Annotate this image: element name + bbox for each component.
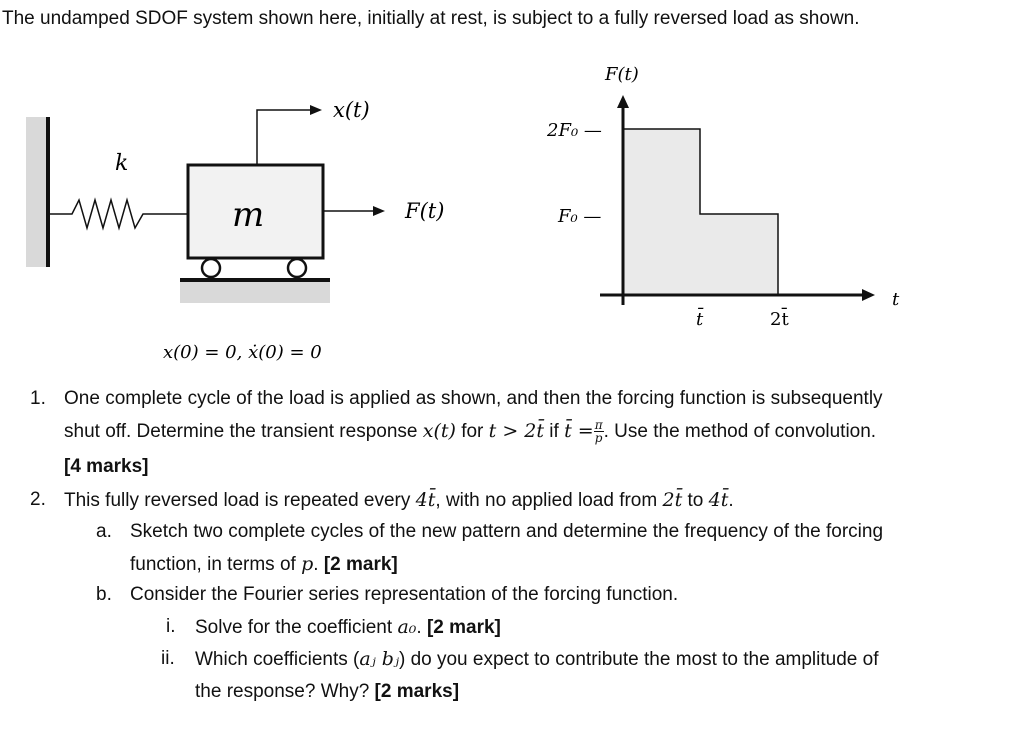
y-tick-2F0: 2F₀ — (547, 120, 602, 141)
x-tick-t: t̄ (696, 309, 704, 330)
x-arrow (862, 289, 875, 301)
q2-number: 2. (30, 489, 46, 510)
fraction-pi-over-p: $\frac{\pi}{p}$ (594, 418, 603, 446)
q1-line-b: shut off. Determine the transient response x(t) for t > 2t̄ if t̄ = $\frac{\pi}{p}$ . Use the method of convolution. (64, 418, 877, 446)
force-label: F(t) (405, 199, 445, 223)
mass-label: m (232, 195, 265, 235)
question-2b: Consider the Fourier series representation of the forcing function. (130, 584, 679, 605)
wheel-left (202, 259, 220, 277)
initial-conditions: x(0) = 0, ẋ(0) = 0 (163, 342, 322, 363)
q2b-letter: b. (96, 584, 112, 605)
q2a-letter: a. (96, 521, 112, 542)
arrow-x (310, 105, 322, 115)
force-area (623, 129, 778, 295)
y-axis-label: F(t) (605, 64, 639, 85)
q2bii-roman: ii. (161, 648, 175, 669)
x-label: x(t) (333, 98, 370, 122)
force-chart (520, 55, 920, 335)
spring-mass-figure (0, 0, 520, 380)
ground (180, 282, 330, 303)
question-1 (64, 383, 1014, 483)
question-2b-ii: Which coefficients (aⱼ bⱼ) do you expect to contribute the most to the amplitude of the response? Why? [2 marks] (195, 648, 879, 702)
question-2b-i: Solve for the coefficient a₀. [2 mark] (195, 616, 501, 638)
x-tick-2t: 2t̄ (770, 309, 789, 330)
x-axis-label: t (892, 289, 900, 310)
arrow-f (373, 206, 385, 216)
question-2: This fully reversed load is repeated every 4t̄, with no applied load from 2t̄ to 4t̄. (64, 489, 734, 511)
q1-line-a: One complete cycle of the load is applied as shown, and then the forcing function is subsequently (64, 388, 883, 409)
intro-text: The undamped SDOF system shown here, initially at rest, is subject to a fully reversed load as shown. (2, 8, 860, 29)
q1-marks: [4 marks] (64, 456, 149, 477)
q1-number: 1. (30, 388, 46, 409)
q2bi-roman: i. (166, 616, 176, 637)
y-arrow (617, 95, 629, 108)
wall (26, 117, 48, 267)
wheel-right (288, 259, 306, 277)
question-2a: Sketch two complete cycles of the new pattern and determine the frequency of the forcing function, in terms of p. [2 mark] (130, 521, 884, 575)
y-tick-F0: F₀ — (558, 206, 602, 227)
spring (50, 200, 188, 228)
spring-label: k (115, 151, 129, 176)
